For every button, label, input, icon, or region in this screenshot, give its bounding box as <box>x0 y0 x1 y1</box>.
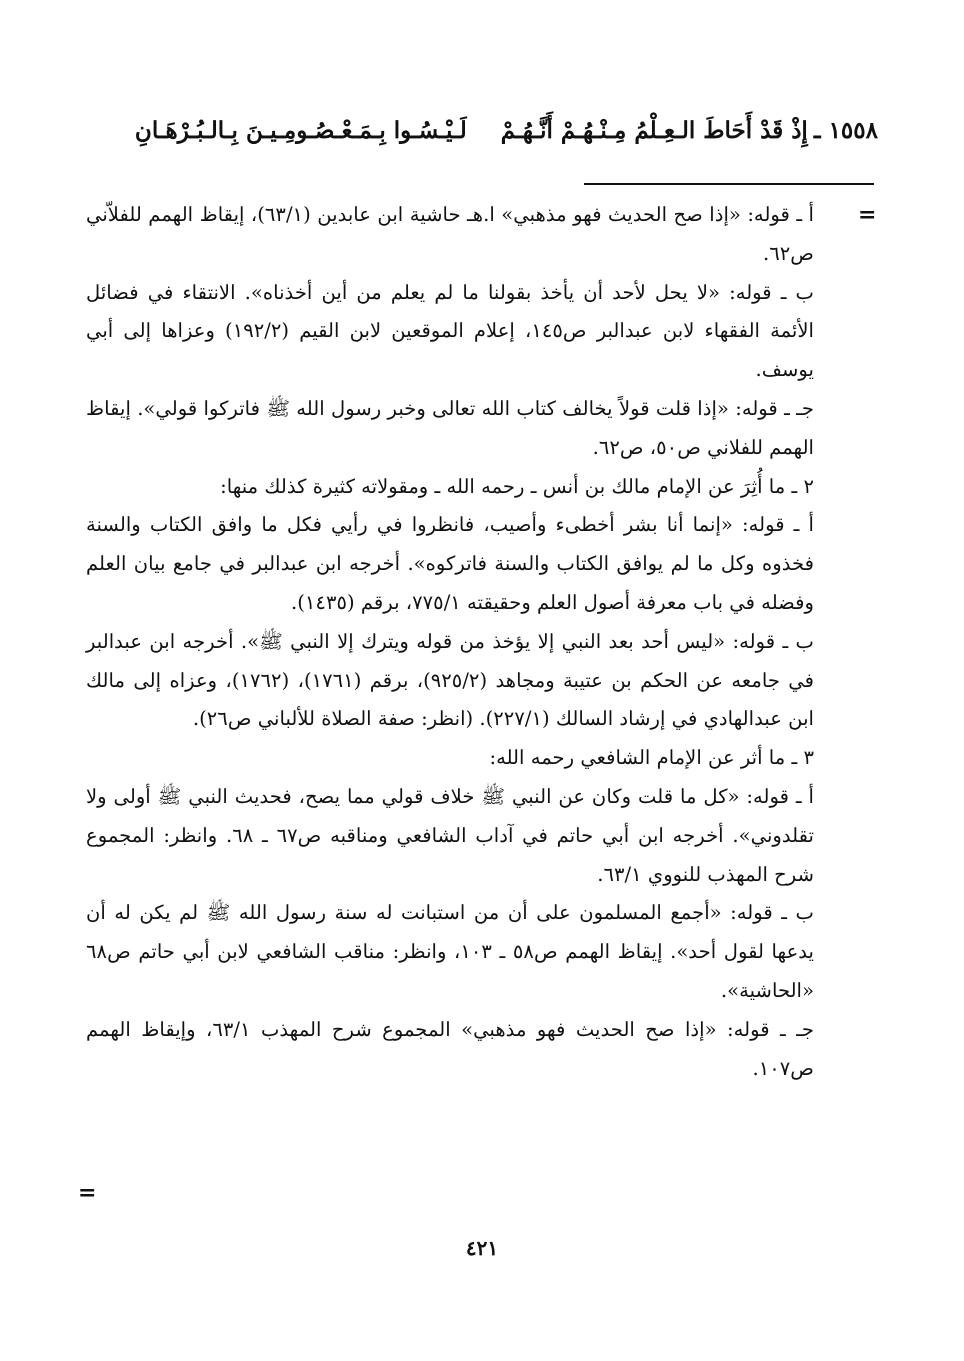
poem-verse <box>78 108 878 152</box>
footnote-paragraph: ب ـ قوله: «ليس أحد بعد النبي إلا يؤخذ من قوله ويترك إلا النبي ﷺ». أخرجه ابن عبدالبر في جامعه عن الحكم بن عتيبة ومجاهد (٩٢٥/٢)، برقم (١٧٦١)، (١٧٦٢)، وعزاه إلى مالك ابن عبدالهادي في إرشاد السالك (٢٢٧/١). (انظر: صفة الصلاة للألباني ص٢٦). <box>86 629 815 731</box>
continued-from-marker: = <box>858 202 877 228</box>
footnote-separator <box>584 183 874 185</box>
footnote-text <box>86 196 814 1088</box>
footnote-paragraph: جـ ـ قوله: «إذا صح الحديث فهو مذهبي» المجموع شرح المهذب ٦٣/١، وإيقاظ الهمم ص١٠٧. <box>86 1017 814 1080</box>
verse-second-hemistich: لَـيْـسُـوا بِـمَـعْـصُـومِـيـنَ بِـالـبُـرْهَـانِ <box>134 116 467 144</box>
continued-to-marker: = <box>78 1180 97 1206</box>
footnote-paragraph: جـ ـ قوله: «إذا قلت قولاً يخالف كتاب الله تعالى وخبر رسول الله ﷺ فاتركوا قولي». إيقاظ الهمم للفلاني ص٥٠، ص٦٢. <box>86 396 814 459</box>
footnote-paragraph: أ ـ قوله: «إذا صح الحديث فهو مذهبي» ا.هـ حاشية ابن عابدين (٦٣/١)، إيقاظ الهمم للفلاّني ص٦٢. <box>86 203 814 265</box>
verse-first-hemistich: إِذْ قَدْ أَحَاطَ الـعِـلْمُ مِـنْـهُـمْ أَنَّـهُـمْ <box>500 116 808 144</box>
footnote-paragraph: ب ـ قوله: «أجمع المسلمون على أن من استبانت له سنة رسول الله ﷺ لم يكن له أن يدعها لقول أحد». إيقاظ الهمم ص٥٨ ـ ١٠٣، وانظر: مناقب الشافعي لابن أبي حاتم ص٦٨ «الحاشية». <box>86 901 814 1002</box>
footnote-paragraph: ب ـ قوله: «لا يحل لأحد أن يأخذ بقولنا ما لم يعلم من أين أخذناه». الانتقاء في فضائل الأئمة الفقهاء لابن عبدالبر ص١٤٥، إعلام الموقعين لابن القيم (١٩٢/٢) وعزاها إلى أبي يوسف. <box>86 280 815 382</box>
footnote-paragraph: أ ـ قوله: «إنما أنا بشر أخطىء وأصيب، فانظروا في رأيي فكل ما وافق الكتاب والسنة فخذوه وكل ما لم يوافق الكتاب والسنة فاتركوه». أخرجه ابن عبدالبر في جامع بيان العلم وفضله في باب معرفة أصول العلم وحقيقته ٧٧٥/١، برقم (١٤٣٥). <box>86 513 814 614</box>
verse-number: ١٥٥٨ ـ <box>813 116 878 144</box>
footnote-paragraph: ٣ ـ ما أثر عن الإمام الشافعي رحمه الله: <box>489 746 814 770</box>
page-number: ٤٢١ <box>465 1236 499 1260</box>
footnote-paragraph: ٢ ـ ما أُثِرَ عن الإمام مالك بن أنس ـ رحمه الله ـ ومقولاته كثيرة كذلك منها: <box>220 474 814 498</box>
footnote-paragraph: أ ـ قوله: «كل ما قلت وكان عن النبي ﷺ خلاف قولي مما يصح، فحديث النبي ﷺ أولى ولا تقلدوني». أخرجه ابن أبي حاتم في آداب الشافعي ومناقبه ص٦٧ ـ ٦٨. وانظر: المجموع شرح المهذب للنووي ٦٣/١. <box>86 784 815 886</box>
